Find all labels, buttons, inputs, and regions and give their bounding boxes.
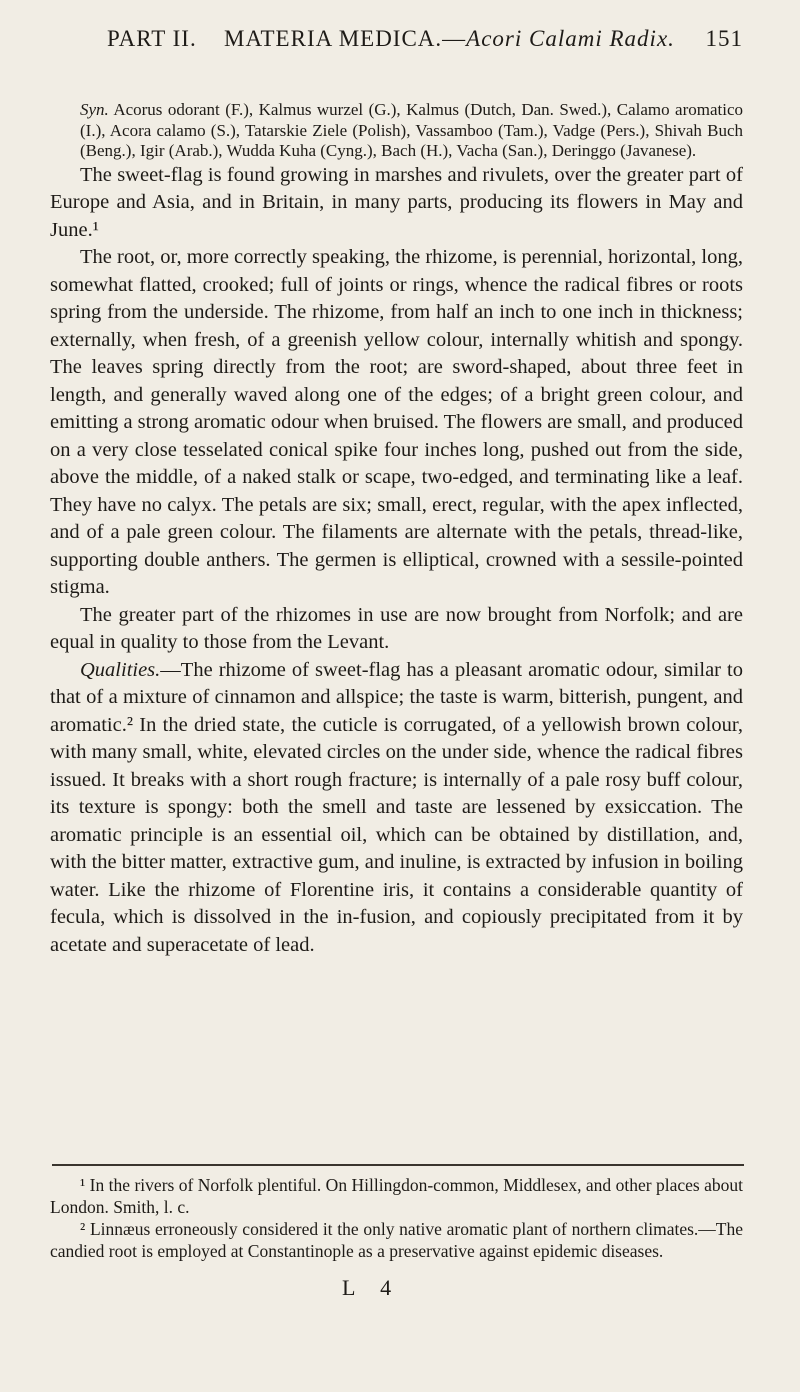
page-number: 151: [705, 26, 743, 51]
running-title-italic: Acori Calami Radix.: [466, 26, 675, 51]
part-label: PART II.: [107, 26, 197, 51]
qualities-label: Qualities.: [80, 658, 161, 681]
signature-mark: L 4: [342, 1275, 402, 1300]
paragraph-qualities: [50, 657, 743, 960]
running-title: [224, 26, 675, 52]
footnote-rule: [52, 1164, 744, 1166]
synonyms-label: Syn.: [80, 100, 109, 119]
running-title-prefix: MATERIA MEDICA.—: [224, 26, 467, 51]
main-text: [50, 100, 743, 959]
qualities-text: —The rhizome of sweet-flag has a pleasant aromatic odour, similar to that of a mixture of cinnamon and allspice; the taste is warm, bitterish, pungent, and aromatic.² In the dried state, the cuticle is corrugated, of a yellowish brown colour, with many small, white, elevated circles on the under side, whence the radical fibres issued. It breaks with a short rough fracture; is internally of a pale rosy buff colour, its texture is spongy: both the smell and taste are lessened by exsiccation. The aromatic principle is an essential oil, which can be obtained by distillation, and, with the bitter matter, extractive gum, and inuline, is extracted by infusion in boiling water. Like the rhizome of Florentine iris, it contains a considerable quantity of fecula, which is dissolved in the in-fusion, and copiously precipitated from it by acetate and superacetate of lead.: [50, 658, 743, 956]
synonyms-paragraph: [50, 100, 743, 162]
footnotes: [50, 1174, 743, 1262]
paragraph-habitat: The sweet-flag is found growing in marshes and rivulets, over the greater part of Europe and Asia, and in Britain, in many parts, producing its flowers in May and June.¹: [50, 163, 743, 241]
paragraph-description: The root, or, more correctly speaking, the rhizome, is perennial, horizontal, long, somewhat flatted, crooked; full of joints or rings, whence the radical fibres or roots spring from the underside. The rhizome, from half an inch to one inch in thickness; externally, when fresh, of a greenish yellow colour, internally whitish and spongy. The leaves spring directly from the root; are sword-shaped, about three feet in length, and generally waved along one of the edges; of a bright green colour, and emitting a strong aromatic odour when bruised. The flowers are small, and produced on a very close tesselated conical spike four inches long, pushed out from the side, above the middle, of a naked stalk or scape, two-edged, and terminating like a leaf. They have no calyx. The petals are six; small, erect, regular, with the apex inflected, and of a pale green colour. The filaments are alternate with the petals, thread-like, supporting double anthers. The germen is elliptical, crowned with a sessile-pointed stigma.: [50, 246, 744, 598]
synonyms-text: Acorus odorant (F.), Kalmus wurzel (G.), Kalmus (Dutch, Dan. Swed.), Calamo aromatico (I.), Acora calamo (S.), Tatarskie Ziele (Polish), Vassamboo (Tam.), Vadge (Pers.), Shivah Buch (Beng.), Igir (Arab.), Wudda Kuha (Cyng.), Bach (H.), Vacha (San.), Deringgo (Javanese).: [80, 100, 744, 160]
footnote-1: ¹ In the rivers of Norfolk plentiful. On Hillingdon-common, Middlesex, and other places about London. Smith, l. c.: [50, 1175, 743, 1217]
footnote-2: ² Linnæus erroneously considered it the only native aromatic plant of northern climates.—The candied root is employed at Constantinople as a preservative against epidemic diseases.: [50, 1219, 743, 1261]
running-head: [107, 26, 743, 56]
paragraph-source: The greater part of the rhizomes in use are now brought from Norfolk; and are equal in quality to those from the Levant.: [50, 603, 743, 653]
